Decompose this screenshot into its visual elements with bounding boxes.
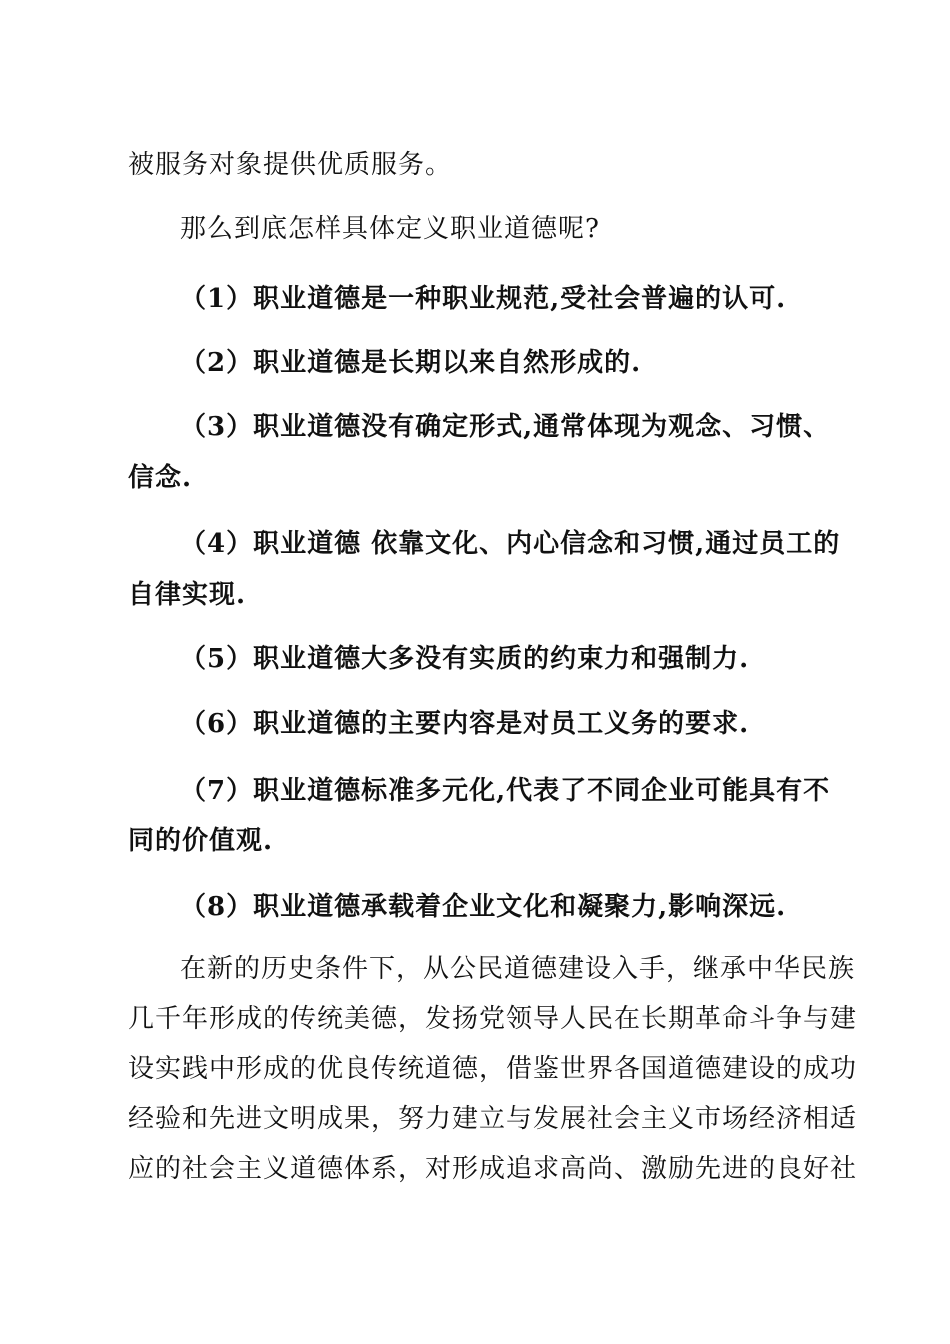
closing-paragraph-line-4: 经验和先进文明成果，努力建立与发展社会主义市场经济相适 (128, 1104, 858, 1134)
closing-paragraph-line-3: 设实践中形成的优良传统道德，借鉴世界各国道德建设的成功 (128, 1054, 858, 1084)
list-item-1: （1）职业道德是一种职业规范,受社会普遍的认可. (180, 284, 787, 314)
list-item-2: （2）职业道德是长期以来自然形成的. (180, 348, 642, 378)
list-item-3-line-1: （3）职业道德没有确定形式,通常体现为观念、习惯、 (180, 412, 831, 442)
closing-paragraph-line-2: 几千年形成的传统美德，发扬党领导人民在长期革命斗争与建 (128, 1004, 858, 1034)
list-item-3-line-2: 信念. (128, 463, 193, 493)
paragraph-continuation: 被服务对象提供优质服务。 (128, 150, 453, 180)
list-item-7-line-2: 同的价值观. (128, 826, 274, 856)
list-item-5: （5）职业道德大多没有实质的约束力和强制力. (180, 644, 750, 674)
list-item-6: （6）职业道德的主要内容是对员工义务的要求. (180, 709, 750, 739)
closing-paragraph-line-1: 在新的历史条件下，从公民道德建设入手，继承中华民族 (180, 954, 856, 984)
list-item-7-line-1: （7）职业道德标准多元化,代表了不同企业可能具有不 (180, 776, 831, 806)
paragraph-question: 那么到底怎样具体定义职业道德呢? (180, 214, 600, 244)
closing-paragraph-line-5: 应的社会主义道德体系，对形成追求高尚、激励先进的良好社 (128, 1154, 858, 1184)
list-item-8: （8）职业道德承载着企业文化和凝聚力,影响深远. (180, 892, 787, 922)
list-item-4-line-1: （4）职业道德 依靠文化、内心信念和习惯,通过员工的 (180, 529, 841, 559)
list-item-4-line-2: 自律实现. (128, 580, 247, 610)
